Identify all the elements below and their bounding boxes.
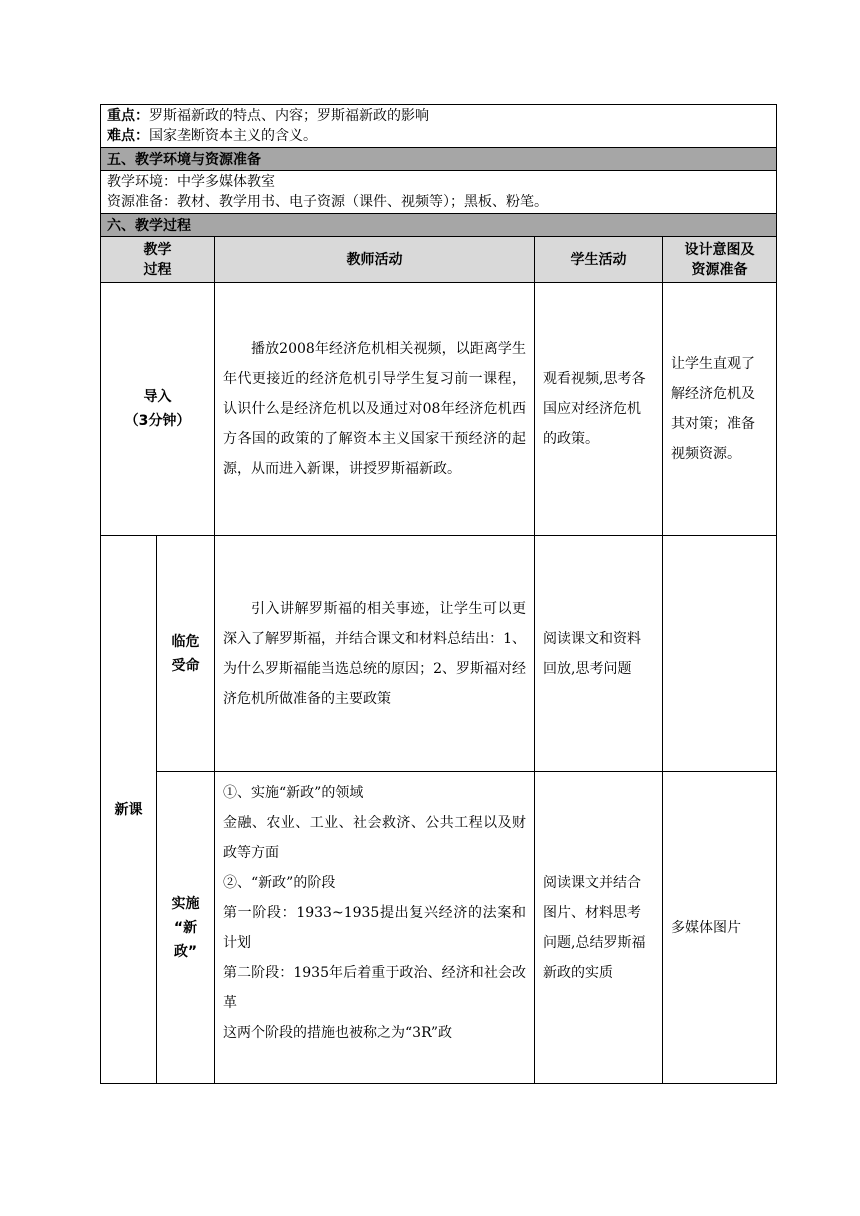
resource-preparation: 资源准备：教材、教学用书、电子资源（课件、视频等）；黑板、粉笔。 xyxy=(107,194,548,210)
difficult-text: 国家垄断资本主义的含义。 xyxy=(149,128,317,144)
sub2-teacher-line: 这两个阶段的措施也被称之为“3R”政 xyxy=(223,1025,452,1041)
new-lesson-stage: 新课 xyxy=(101,536,157,1084)
header-student-activity: 学生活动 xyxy=(535,237,663,283)
teaching-environment: 教学环境：中学多媒体教室 xyxy=(107,174,275,190)
lesson-plan-page xyxy=(100,104,776,1084)
sub2-teacher-line: ①、实施“新政”的领域 xyxy=(223,785,364,801)
sub2-name-line3: 政” xyxy=(173,943,198,960)
sub2-design-intent: 多媒体图片 xyxy=(663,772,777,1084)
sub2-stage xyxy=(157,772,215,1084)
header-design-line2: 资源准备 xyxy=(691,261,748,278)
sub2-name-line2: “新 xyxy=(173,919,198,936)
column-header-row xyxy=(101,237,777,283)
header-process xyxy=(101,237,215,283)
sub1-name-line2: 受命 xyxy=(171,657,200,674)
header-process-line1: 教学 xyxy=(143,241,172,258)
section6-title: 六、教学过程 xyxy=(101,214,777,237)
sub2-teacher-line: 第二阶段：1935年后着重于政治、经济和社会改革 xyxy=(223,965,526,1011)
lesson-plan-table xyxy=(100,104,777,1084)
sub2-teacher-activity xyxy=(215,772,535,1084)
key-text: 罗斯福新政的特点、内容；罗斯福新政的影响 xyxy=(149,108,429,124)
intro-stage-duration: （3分钟） xyxy=(124,413,191,429)
new-lesson-row-1 xyxy=(101,536,777,772)
sub2-student-activity: 阅读课文并结合图片、材料思考问题,总结罗斯福新政的实质 xyxy=(535,772,663,1084)
intro-design-intent: 让学生直观了解经济危机及其对策；准备视频资源。 xyxy=(663,283,777,536)
sub2-teacher-line: ②、“新政”的阶段 xyxy=(223,875,336,891)
section5-content-row xyxy=(101,171,777,214)
focus-cell xyxy=(101,105,777,148)
sub1-student-activity: 阅读课文和资料回放,思考问题 xyxy=(535,536,663,772)
sub1-name-line1: 临危 xyxy=(171,633,200,650)
header-process-line2: 过程 xyxy=(143,261,172,278)
intro-row xyxy=(101,283,777,536)
sub2-teacher-line: 第一阶段：1933~1935提出复兴经济的法案和计划 xyxy=(223,905,526,951)
header-design-line1: 设计意图及 xyxy=(684,241,755,258)
intro-stage-name: 导入 xyxy=(143,389,172,405)
sub2-name-line1: 实施 xyxy=(171,895,200,912)
key-label: 重点： xyxy=(107,108,149,124)
header-teacher-activity: 教师活动 xyxy=(215,237,535,283)
header-design-intent xyxy=(663,237,777,283)
difficult-label: 难点： xyxy=(107,128,149,144)
difficult-points xyxy=(107,126,770,146)
intro-teacher-activity: 播放2008年经济危机相关视频，以距离学生年代更接近的经济危机引导学生复习前一课程，认识什么是经济危机以及通过对08年经济危机西方各国的政策的了解资本主义国家干预经济的起源，从而进入新课，讲授罗斯福新政。 xyxy=(215,283,535,536)
sub1-teacher-activity: 引入讲解罗斯福的相关事迹，让学生可以更深入了解罗斯福，并结合课文和材料总结出：1、为什么罗斯福能当选总统的原因；2、罗斯福对经济危机所做准备的主要政策 xyxy=(215,536,535,772)
section5-title: 五、教学环境与资源准备 xyxy=(101,148,777,171)
sub2-teacher-line: 金融、农业、工业、社会救济、公共工程以及财政等方面 xyxy=(223,815,526,861)
section5-content xyxy=(101,171,777,214)
intro-student-activity: 观看视频,思考各国应对经济危机的政策。 xyxy=(535,283,663,536)
new-lesson-row-2 xyxy=(101,772,777,1084)
sub1-design-intent xyxy=(663,536,777,772)
key-points xyxy=(107,106,770,126)
section6-header-row xyxy=(101,214,777,237)
intro-stage xyxy=(101,283,215,536)
sub1-stage xyxy=(157,536,215,772)
focus-row xyxy=(101,105,777,148)
section5-header-row xyxy=(101,148,777,171)
